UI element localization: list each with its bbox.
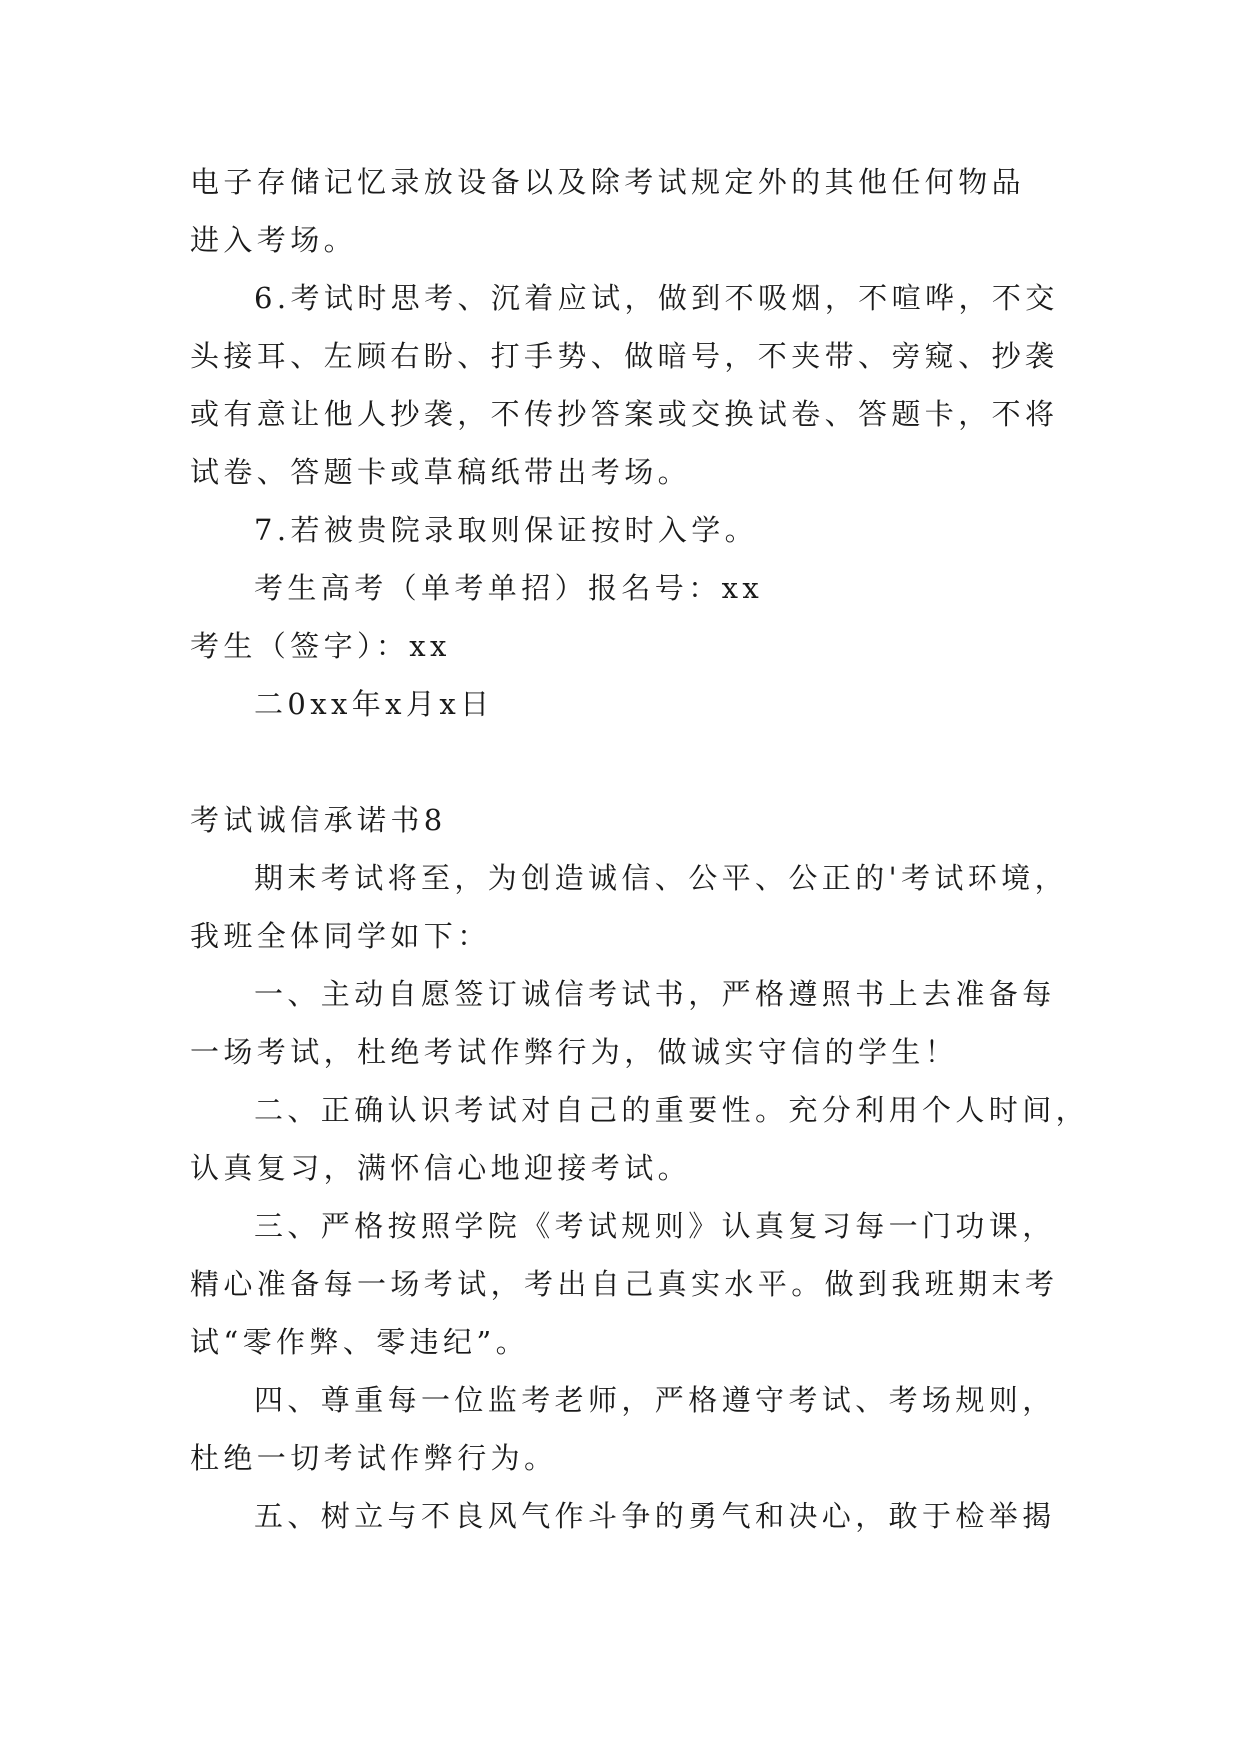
- text-line: 进入考场。: [190, 223, 358, 257]
- text-line: 二、正确认识考试对自己的重要性。充分利用个人时间，: [254, 1093, 1090, 1127]
- text-line: 头接耳、左顾右盼、打手势、做暗号，不夹带、旁窥、抄袭: [190, 339, 1059, 373]
- text-line: 6.考试时思考、沉着应试，做到不吸烟，不喧哗，不交: [254, 281, 1059, 315]
- text-line: 一场考试，杜绝考试作弊行为，做诚实守信的学生！: [190, 1035, 959, 1069]
- text-line: 五、树立与不良风气作斗争的勇气和决心，敢于检举揭: [254, 1499, 1056, 1533]
- text-line: 7.若被贵院录取则保证按时入学。: [254, 513, 759, 547]
- text-line: 精心准备每一场考试，考出自己真实水平。做到我班期末考: [190, 1267, 1059, 1301]
- text-line: 三、严格按照学院《考试规则》认真复习每一门功课，: [254, 1209, 1056, 1243]
- date-line: 二0xx年x月x日: [254, 687, 494, 721]
- text-line: 期末考试将至，为创造诚信、公平、公正的'考试环境，: [254, 861, 1068, 895]
- text-line: 试卷、答题卡或草稿纸带出考场。: [190, 455, 692, 489]
- text-line: 一、主动自愿签订诚信考试书，严格遵照书上去准备每: [254, 977, 1056, 1011]
- text-line: 认真复习，满怀信心地迎接考试。: [190, 1151, 692, 1185]
- section-title: 考试诚信承诺书8: [190, 803, 447, 837]
- text-line: 或有意让他人抄袭，不传抄答案或交换试卷、答题卡，不将: [190, 397, 1059, 431]
- text-line: 考生高考（单考单招）报名号：xx: [254, 571, 764, 605]
- text-line: 杜绝一切考试作弊行为。: [190, 1441, 558, 1475]
- text-line: 我班全体同学如下：: [190, 919, 491, 953]
- text-line: 试“零作弊、零违纪”。: [190, 1325, 530, 1359]
- text-line: 四、尊重每一位监考老师，严格遵守考试、考场规则，: [254, 1383, 1056, 1417]
- text-line: 电子存储记忆录放设备以及除考试规定外的其他任何物品: [190, 165, 1026, 199]
- text-line: 考生（签字）：xx: [190, 629, 451, 663]
